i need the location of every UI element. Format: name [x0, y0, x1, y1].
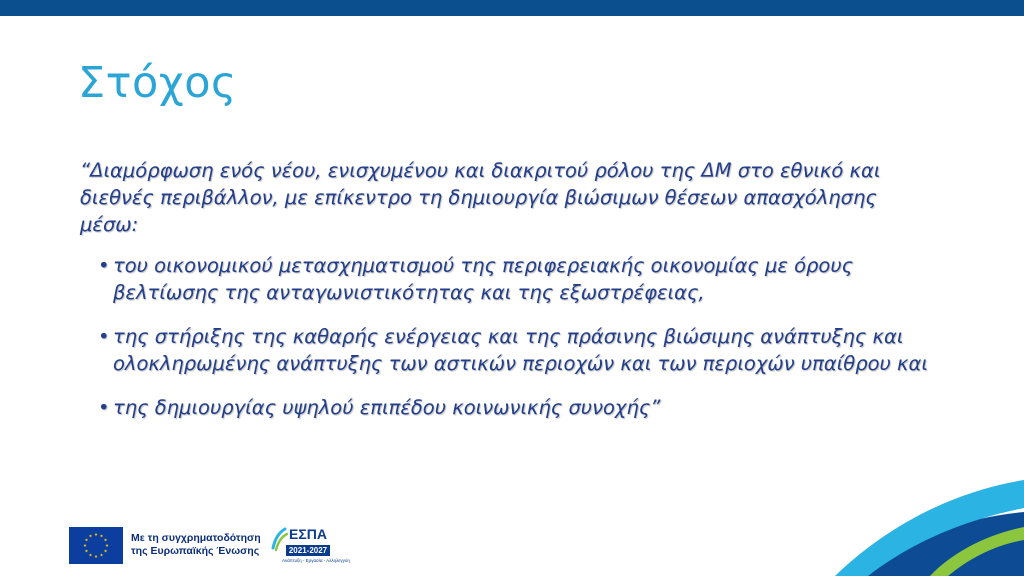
espa-tagline: Ανάπτυξη - Εργασία - Αλληλεγγύη — [282, 558, 350, 563]
espa-logo-icon — [270, 526, 350, 566]
list-item — [80, 252, 940, 306]
list-item-text: της δημιουργίας υψηλού επιπέδου κοινωνικής συνοχής” — [113, 396, 661, 419]
eu-star-icon — [85, 538, 88, 541]
eu-star-icon — [94, 555, 97, 558]
eu-star-icon — [100, 553, 103, 556]
list-item — [80, 394, 940, 421]
eu-star-icon — [83, 544, 86, 547]
eu-star-icon — [104, 538, 107, 541]
eu-star-icon — [89, 534, 92, 537]
espa-years: 2021-2027 — [286, 545, 330, 556]
eu-text-line2: της Ευρωπαϊκής Ένωσης — [131, 545, 260, 557]
slide-title: Στόχος — [78, 58, 237, 108]
eu-star-icon — [89, 553, 92, 556]
goal-list — [80, 252, 940, 421]
espa-name: ΕΣΠΑ — [289, 526, 327, 542]
eu-cofunding-text — [131, 532, 261, 558]
eu-star-icon — [105, 544, 108, 547]
eu-stars — [69, 527, 123, 564]
bullet-icon: • — [98, 254, 110, 277]
bullet-icon: • — [98, 396, 110, 419]
slide-body — [80, 157, 940, 438]
eu-star-icon — [94, 533, 97, 536]
eu-text-line1: Με τη συγχρηματοδότηση — [131, 532, 261, 544]
bullet-icon: • — [98, 325, 110, 348]
intro-paragraph: “Διαμόρφωση ενός νέου, ενισχυμένου και διακριτού ρόλου της ΔΜ στο εθνικό και διεθνές περιβάλλον, με επίκεντρο τη δημιουργία βιώσιμων θέσεων απασχόλησης μέσω: — [80, 159, 881, 236]
list-item-text: του οικονομικού μετασχηματισμού της περιφερειακής οικονομίας με όρους βελτίωσης της ανταγωνιστικότητας και της εξωστρέφειας, — [113, 254, 854, 304]
list-item-text: της στήριξης της καθαρής ενέργειας και της πράσινης βιώσιμης ανάπτυξης και ολοκληρωμένης ανάπτυξης των αστικών περιοχών και των περιοχών υπαίθρου και — [113, 325, 928, 375]
eu-star-icon — [85, 549, 88, 552]
eu-star-icon — [100, 534, 103, 537]
eu-flag-icon — [69, 527, 123, 564]
eu-star-icon — [104, 549, 107, 552]
list-item — [80, 323, 940, 377]
